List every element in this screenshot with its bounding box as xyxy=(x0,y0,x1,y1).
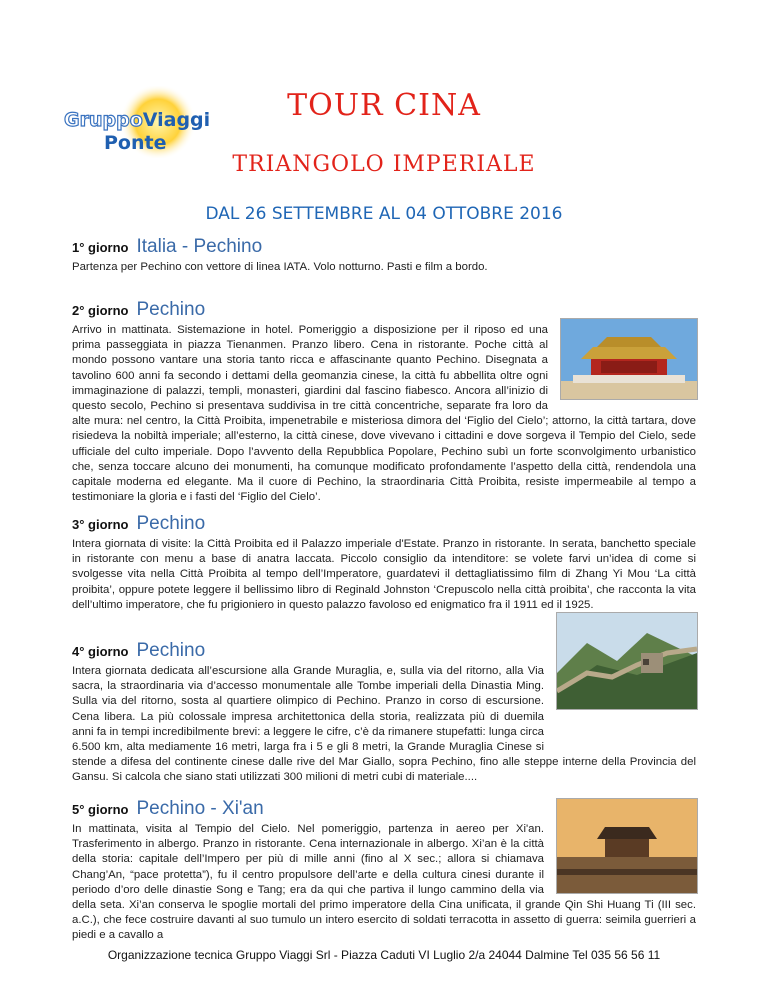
day-label: 5° giorno xyxy=(72,802,129,817)
day-label: 3° giorno xyxy=(72,517,129,532)
day-5 xyxy=(72,798,696,944)
day-label: 2° giorno xyxy=(72,303,129,318)
day-label: 1° giorno xyxy=(72,240,129,255)
logo-word-viaggi: Viaggi xyxy=(142,109,210,131)
day-title: Pechino xyxy=(136,513,206,534)
day-text: Partenza per Pechino con vettore di linea IATA. Volo notturno. Pasti e film a bordo. xyxy=(72,261,488,273)
day-2 xyxy=(72,299,696,505)
photo-wrap-spacer xyxy=(544,664,696,744)
day-label: 4° giorno xyxy=(72,644,129,659)
tour-dates: DAL 26 SETTEMBRE AL 04 OTTOBRE 2016 xyxy=(205,204,563,224)
day-title: Pechino xyxy=(136,299,206,320)
logo-word-ponte: Ponte xyxy=(104,132,167,154)
day-text: Arrivo in mattinata. Sistemazione in hotel. Pomeriggio a disposizione per il riposo ed una prima passeggiata in piazza Tienanmen. Pranzo libero. Cena in ristorante. Poche città al mondo possono vantare una storia tanto ricca e affascinante quanto Pechino. Disegnata a tavolino 600 anni fa secondo i dettami della geomanzia cinese, la città fu abbellita oltre ogni immaginazione di palazzi, templi, monasteri, giardini dal fascino fiabesco. Ancora all’inizio di questo secolo, Pechino si presentava suddivisa in tre città concentriche, separate fra loro da alte mura: nel centro, la Città Proibita, impenetrabile e misteriosa dimora del ‘Figlio del Cielo’; attorno, la città tartara, dove risiedeva la nobiltà imperiale; all’esterno, la città cinese, dove vivevano i cittadini e dove sorgeva il Tempio del Cielo, sede ufficiale del culto imperiale. Dopo l’avvento della Repubblica Popolare, Pechino subì un forte sconvolgimento urbanistico che, senza toccare alcuno dei monumenti, ha comunque modificato profondamente l’aspetto della città, rendendola una capitale moderna ed elegante. Ma il cuore di Pechino, la straordinaria Città Proibita, resiste impermeabile al tempo a testimoniare la gloria e i fasti del ‘Figlio del Cielo’. xyxy=(72,324,696,504)
logo-word-gruppo: Gruppo xyxy=(64,109,143,131)
day-text: Intera giornata dedicata all’escursione alla Grande Muraglia, e, sulla via del ritorno, alla Via sacra, la straordinaria via d’accesso monumentale alle Tombe imperiali della Dinastia Ming. Sulla via del ritorno, sosta al quartiere olimpico di Pechino. Pranzo in corso di escursione. Cena libera. La più colossale impresa architettonica della storia, realizzata più di duemila anni fa in tempi incredibilmente brevi: a leggere le cifre, c’è da rimanere stupefatti: lunga circa 6.500 km, alta mediamente 16 metri, larga fra i 5 e gli 8 metri, la Grande Muraglia Cinese si stende a difesa del continente cinese dalle rive del Mar Giallo, sopra Pechino, fino alle steppe interne della Provincia del Gansu. Si calcola che siano stati utilizzati 300 milioni di metri cubi di materiale.... xyxy=(72,665,696,784)
day-title: Pechino - Xi'an xyxy=(136,798,264,819)
footer-contact: Organizzazione tecnica Gruppo Viaggi Srl - Piazza Caduti VI Luglio 2/a 24044 Dalmine Tel 035 56 56 11 xyxy=(107,948,661,962)
day-3 xyxy=(72,513,696,613)
page-subtitle: TRIANGOLO IMPERIALE xyxy=(232,152,536,177)
day-text: In mattinata, visita al Tempio del Cielo. Nel pomeriggio, partenza in aereo per Xi'an. Trasferimento in albergo. Pranzo in ristorante. Cena internazionale in albergo. Xi’an è la città della storia: capitale dell’Impero per più di mille anni (fino al X sec.; allora si chiamava Chang’An, “pace protetta”), fu il centro propulsore dell’arte e della cultura cinesi durante il periodo d’oro delle dinastie Song e Tang; era da qui che partiva il lungo cammino della via della seta. Xi’an conserva le spoglie mortali del primo imperatore della Cina unificata, il grande Qin Shi Huang Ti (III sec. a.C.), che fece costruire davanti al suo tumulo un intero esercito di soldati terracotta in assetto di guerra: seimila guerrieri a piedi e a cavallo a xyxy=(72,823,696,942)
day-title: Pechino xyxy=(136,640,206,661)
day-title: Italia - Pechino xyxy=(136,236,263,257)
day-1 xyxy=(72,236,696,275)
day-4 xyxy=(72,640,696,786)
photo-wrap-spacer xyxy=(548,323,696,407)
photo-wrap-spacer xyxy=(544,822,696,898)
page-title: TOUR CINA xyxy=(287,88,481,123)
day-text: Intera giornata di visite: la Città Proibita ed il Palazzo imperiale d'Estate. Pranzo in ristorante. In serata, banchetto speciale in ristorante con menu a base di anatra laccata. Piccolo consiglio da intenditore: se volete farvi un’idea di come si svolgesse vita nella Città Proibita al tempo dell’Imperatore, guardatevi il dettagliatissimo film di Zhang Yi Mou ‘La città proibita’, oppure potete leggere il bellissimo libro di Reginald Johnston ‘Crepuscolo nella città proibita’, che racconta la vita dell’ultimo imperatore, che fu prigioniero in questo palazzo favoloso ed enigmatico fra il 1911 ed il 1925. xyxy=(72,538,696,611)
